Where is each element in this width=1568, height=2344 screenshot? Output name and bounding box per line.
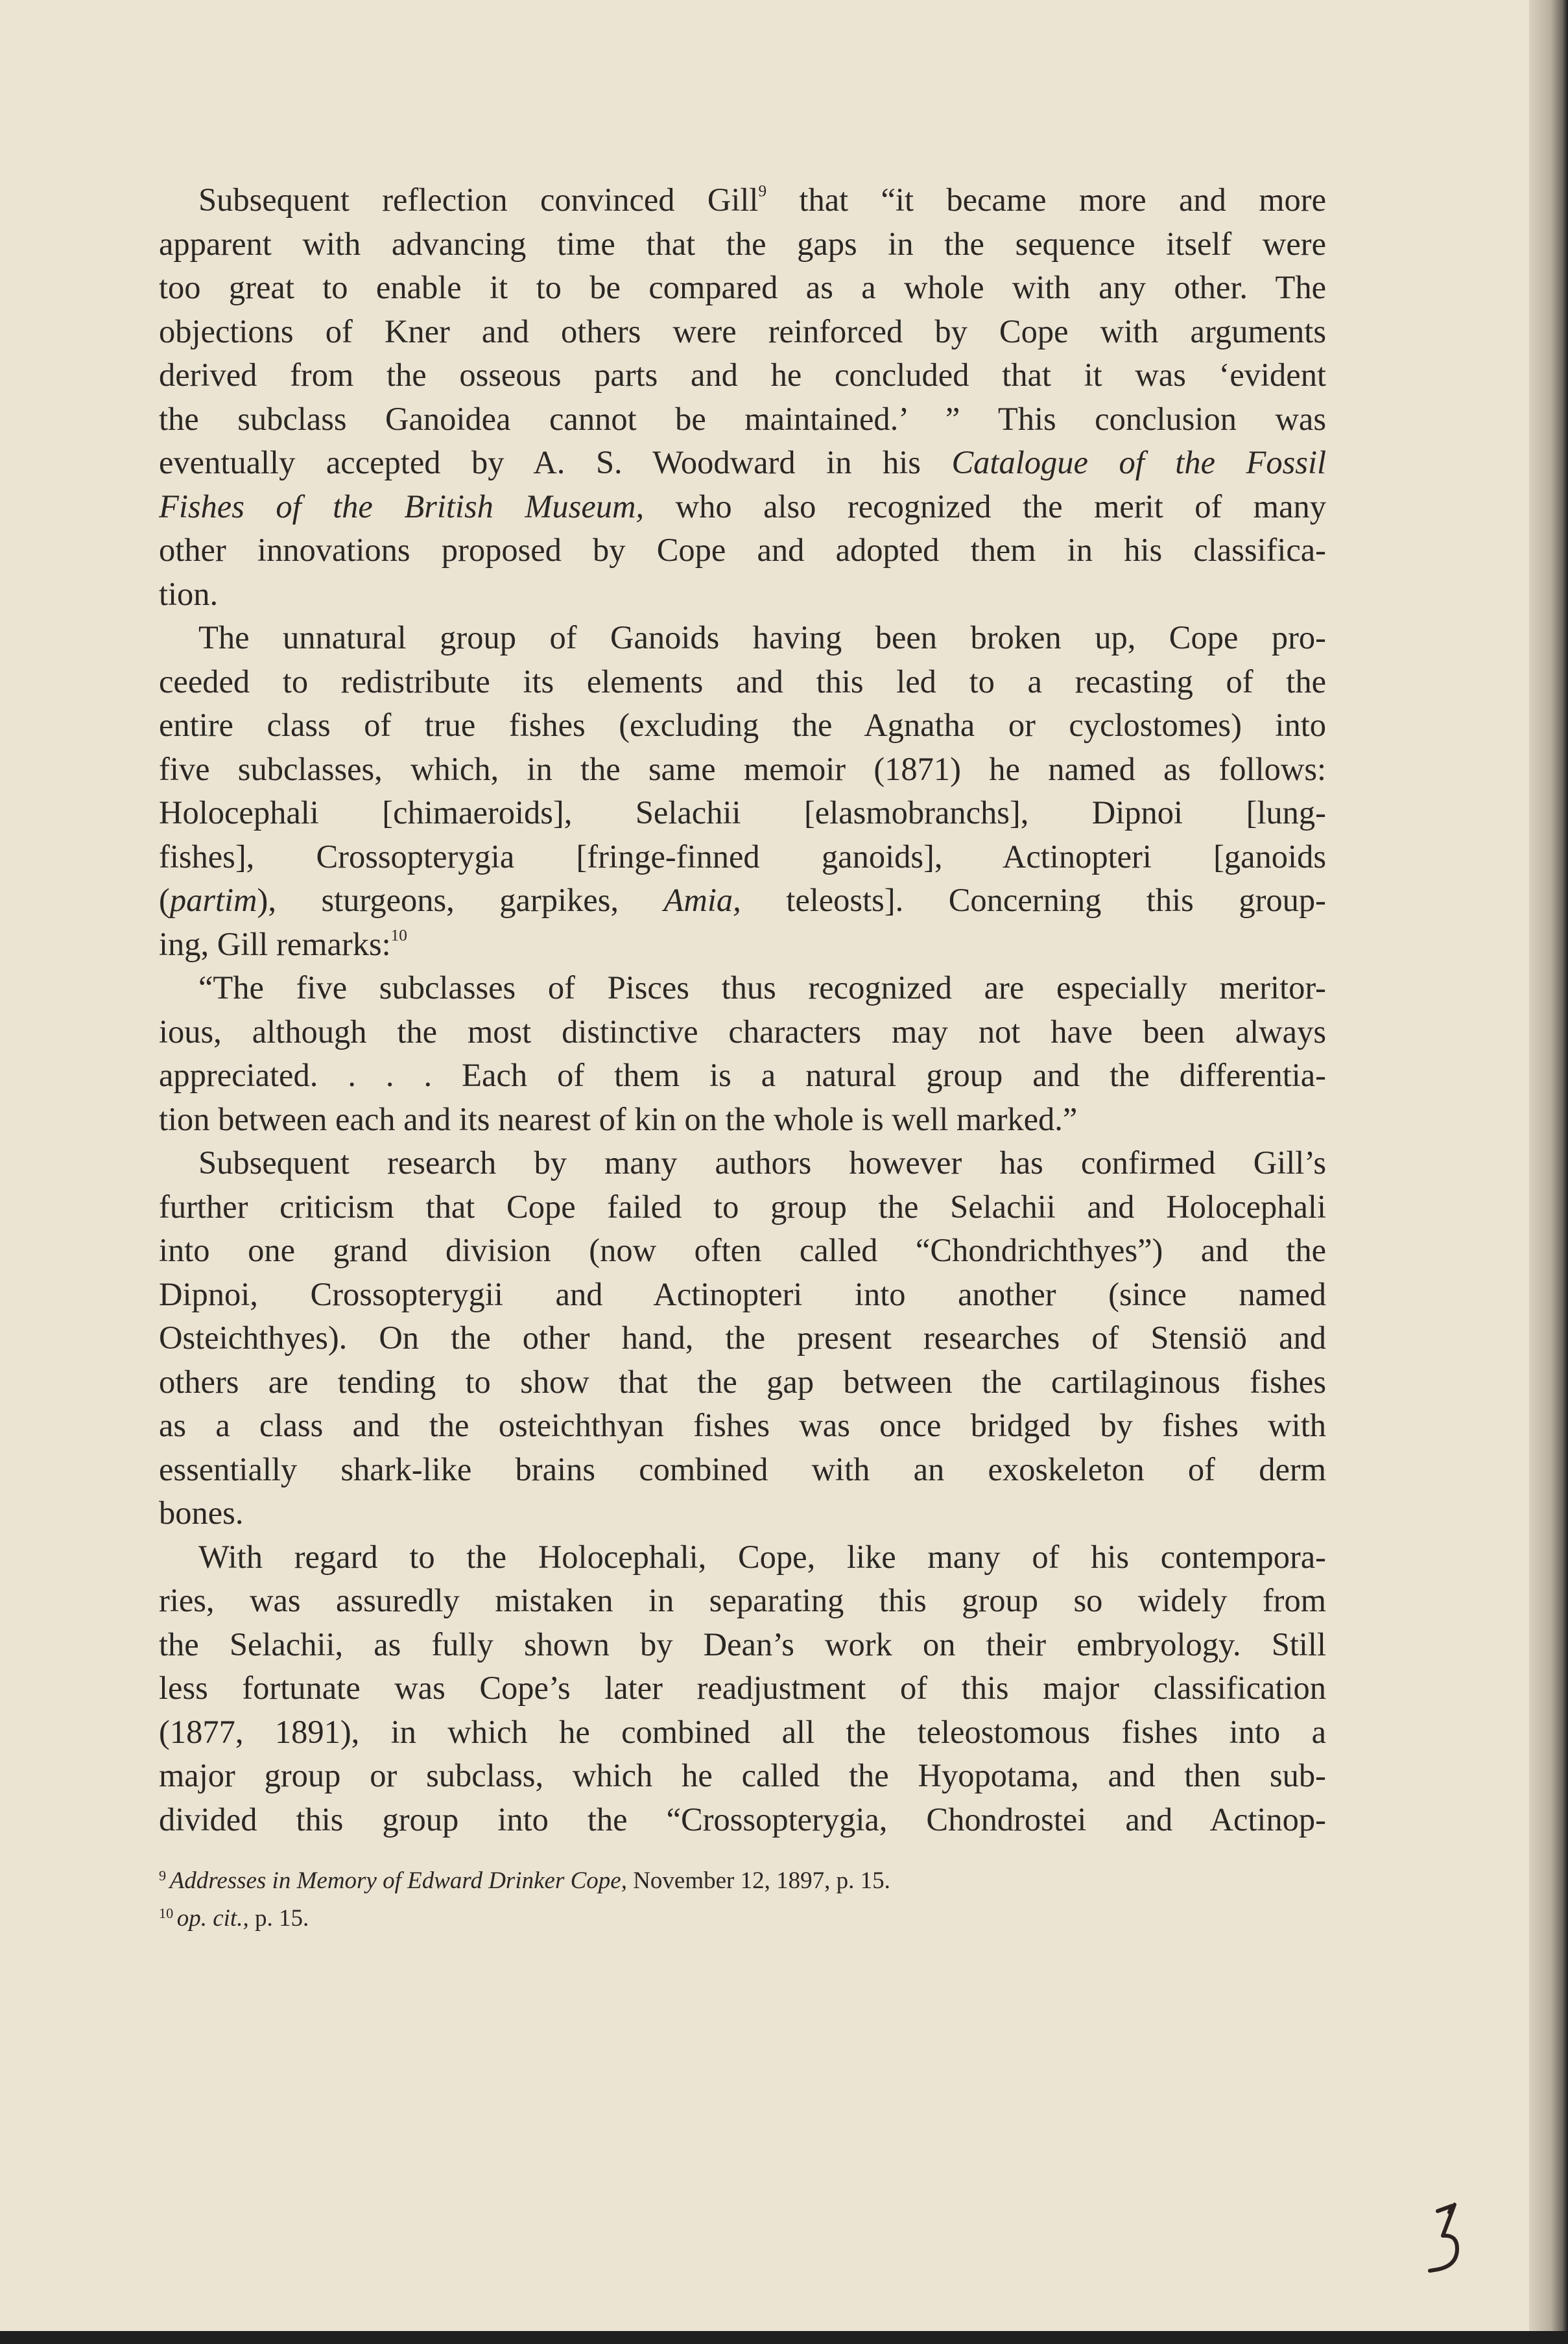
footnote xyxy=(159,1897,1326,1935)
paragraph xyxy=(159,1141,1326,1535)
text-run: tion. xyxy=(159,575,219,612)
text-line xyxy=(159,222,1326,266)
text-run: With regard to the Holocephali, Cope, like many of his contempora- xyxy=(198,1538,1326,1575)
footnote-number: 9 xyxy=(159,1867,170,1884)
text-run: Subsequent research by many authors however has confirmed Gill’s xyxy=(198,1144,1326,1181)
text-line xyxy=(159,791,1326,835)
text-run: who also recognized the merit of many xyxy=(644,488,1327,525)
italic-text: partim xyxy=(169,882,257,918)
text-run: the subclass Ganoidea cannot be maintained.’ ” This conclusion was xyxy=(159,400,1326,437)
text-run: too great to enable it to be compared as a whole with any other. The xyxy=(159,269,1326,305)
paragraph-text xyxy=(159,616,1326,966)
bottom-edge xyxy=(0,2331,1568,2344)
body-text xyxy=(159,178,1326,1841)
italic-text: op. cit., xyxy=(176,1905,249,1932)
text-line xyxy=(159,1711,1326,1755)
text-line xyxy=(159,660,1326,704)
text-run: that “it became more and more xyxy=(766,182,1326,218)
text-line xyxy=(159,1404,1326,1448)
paragraph-text xyxy=(159,178,1326,616)
text-run: apparent with advancing time that the gaps in the sequence itself were xyxy=(159,225,1326,262)
footnote-reference: 9 xyxy=(758,182,767,200)
text-run: entire class of true fishes (excluding the Agnatha or cyclostomes) into xyxy=(159,707,1326,743)
text-run: others are tending to show that the gap between the cartilaginous fishes xyxy=(159,1363,1326,1400)
text-run: (1877, 1891), in which he combined all the teleostomous fishes into a xyxy=(159,1713,1326,1750)
italic-text: Fishes of the British Museum, xyxy=(159,488,645,525)
text-line xyxy=(159,1579,1326,1623)
text-line xyxy=(159,1360,1326,1404)
text-run: eventually accepted by A. S. Woodward in his xyxy=(159,444,952,480)
handwritten-page-number xyxy=(1423,2198,1469,2276)
text-run: The unnatural group of Ganoids having been broken up, Cope pro- xyxy=(198,619,1326,656)
paragraph xyxy=(159,966,1326,1141)
text-line xyxy=(159,923,1326,967)
text-line xyxy=(159,353,1326,397)
text-line xyxy=(159,1754,1326,1798)
text-line xyxy=(159,748,1326,792)
text-run: November 12, 1897, p. 15. xyxy=(626,1867,890,1895)
text-run: major group or subclass, which he called the Hyopotama, and then sub- xyxy=(159,1757,1326,1794)
text-run: less fortunate was Cope’s later readjustment of this major classification xyxy=(159,1670,1326,1706)
footnote-reference: 10 xyxy=(390,925,407,944)
text-run: ing, Gill remarks: xyxy=(159,925,391,962)
text-run: as a class and the osteichthyan fishes was once bridged by fishes with xyxy=(159,1407,1326,1443)
italic-text: Addresses in Memory of Edward Drinker Cope, xyxy=(169,1867,627,1895)
text-run: appreciated. . . . Each of them is a natural group and the differentia- xyxy=(159,1057,1326,1093)
text-run: tion between each and its nearest of kin on the whole is well marked.” xyxy=(159,1100,1078,1137)
text-line xyxy=(159,1316,1326,1360)
text-run: ries, was assuredly mistaken in separating this group so widely from xyxy=(159,1582,1326,1618)
text-run: essentially shark-like brains combined with an exoskeleton of derm xyxy=(159,1450,1326,1487)
text-run: Osteichthyes). On the other hand, the present researches of Stensiö and xyxy=(159,1320,1326,1356)
paragraph xyxy=(159,178,1326,616)
italic-text: Catalogue of the Fossil xyxy=(951,444,1327,480)
text-run: other innovations proposed by Cope and adopted them in his classifica- xyxy=(159,532,1326,568)
text-run: teleosts]. Concerning this group- xyxy=(741,882,1326,918)
text-line xyxy=(159,1054,1326,1098)
text-line xyxy=(159,485,1326,529)
text-run: p. 15. xyxy=(248,1905,309,1932)
text-run: fishes], Crossopterygia [fringe-finned ganoids], Actinopteri [ganoids xyxy=(159,838,1326,875)
text-line xyxy=(159,1491,1326,1535)
text-line xyxy=(159,441,1326,485)
text-run: “The five subclasses of Pisces thus recognized are especially meritor- xyxy=(198,969,1326,1006)
paragraph xyxy=(159,1535,1326,1842)
text-run: ), sturgeons, garpikes, xyxy=(257,882,664,918)
text-run: Holocephali [chimaeroids], Selachii [elasmobranchs], Dipnoi [lung- xyxy=(159,794,1326,831)
text-line xyxy=(159,1623,1326,1667)
text-run: Subsequent reflection convinced Gill xyxy=(198,182,759,218)
text-line xyxy=(159,1010,1326,1054)
footnotes xyxy=(159,1860,1326,1935)
text-line xyxy=(159,1798,1326,1842)
text-line xyxy=(159,835,1326,879)
text-line xyxy=(159,1535,1326,1580)
text-line xyxy=(159,310,1326,354)
text-line xyxy=(159,616,1326,660)
text-line xyxy=(159,1229,1326,1273)
text-run: derived from the osseous parts and he concluded that it was ‘evident xyxy=(159,357,1326,393)
paragraph-text xyxy=(159,1141,1326,1535)
text-line xyxy=(159,1141,1326,1185)
text-run: divided this group into the “Crossopterygia, Chondrostei and Actinop- xyxy=(159,1801,1326,1838)
text-run: the Selachii, as fully shown by Dean’s work on their embryology. Still xyxy=(159,1626,1326,1663)
text-run: ious, although the most distinctive characters may not have been always xyxy=(159,1013,1326,1050)
text-line xyxy=(159,397,1326,442)
page-edge-shadow xyxy=(1529,0,1568,2344)
footnote xyxy=(159,1860,1326,1897)
text-line xyxy=(159,1273,1326,1317)
text-line xyxy=(159,1098,1326,1142)
text-line xyxy=(159,266,1326,310)
text-line xyxy=(159,1185,1326,1229)
text-line xyxy=(159,528,1326,573)
text-line xyxy=(159,966,1326,1010)
text-line xyxy=(159,178,1326,222)
italic-text: Amia, xyxy=(663,882,741,918)
text-run: bones. xyxy=(159,1495,244,1531)
text-run: into one grand division (now often called “Chondrichthyes”) and the xyxy=(159,1232,1326,1268)
text-line xyxy=(159,879,1326,923)
text-run: ceeded to redistribute its elements and this led to a recasting of the xyxy=(159,663,1326,700)
text-run: further criticism that Cope failed to group the Selachii and Holocephali xyxy=(159,1188,1326,1225)
text-run: ( xyxy=(159,882,170,918)
footnote-number: 10 xyxy=(159,1905,177,1922)
paragraph-text xyxy=(159,966,1326,1141)
text-line xyxy=(159,1448,1326,1492)
text-line xyxy=(159,704,1326,748)
text-run: objections of Kner and others were reinforced by Cope with arguments xyxy=(159,313,1326,349)
paragraph xyxy=(159,616,1326,966)
text-line xyxy=(159,1666,1326,1711)
text-run: five subclasses, which, in the same memoir (1871) he named as follows: xyxy=(159,750,1326,787)
paragraph-text xyxy=(159,1535,1326,1842)
text-run: Dipnoi, Crossopterygii and Actinopteri into another (since named xyxy=(159,1275,1326,1312)
text-line xyxy=(159,573,1326,617)
